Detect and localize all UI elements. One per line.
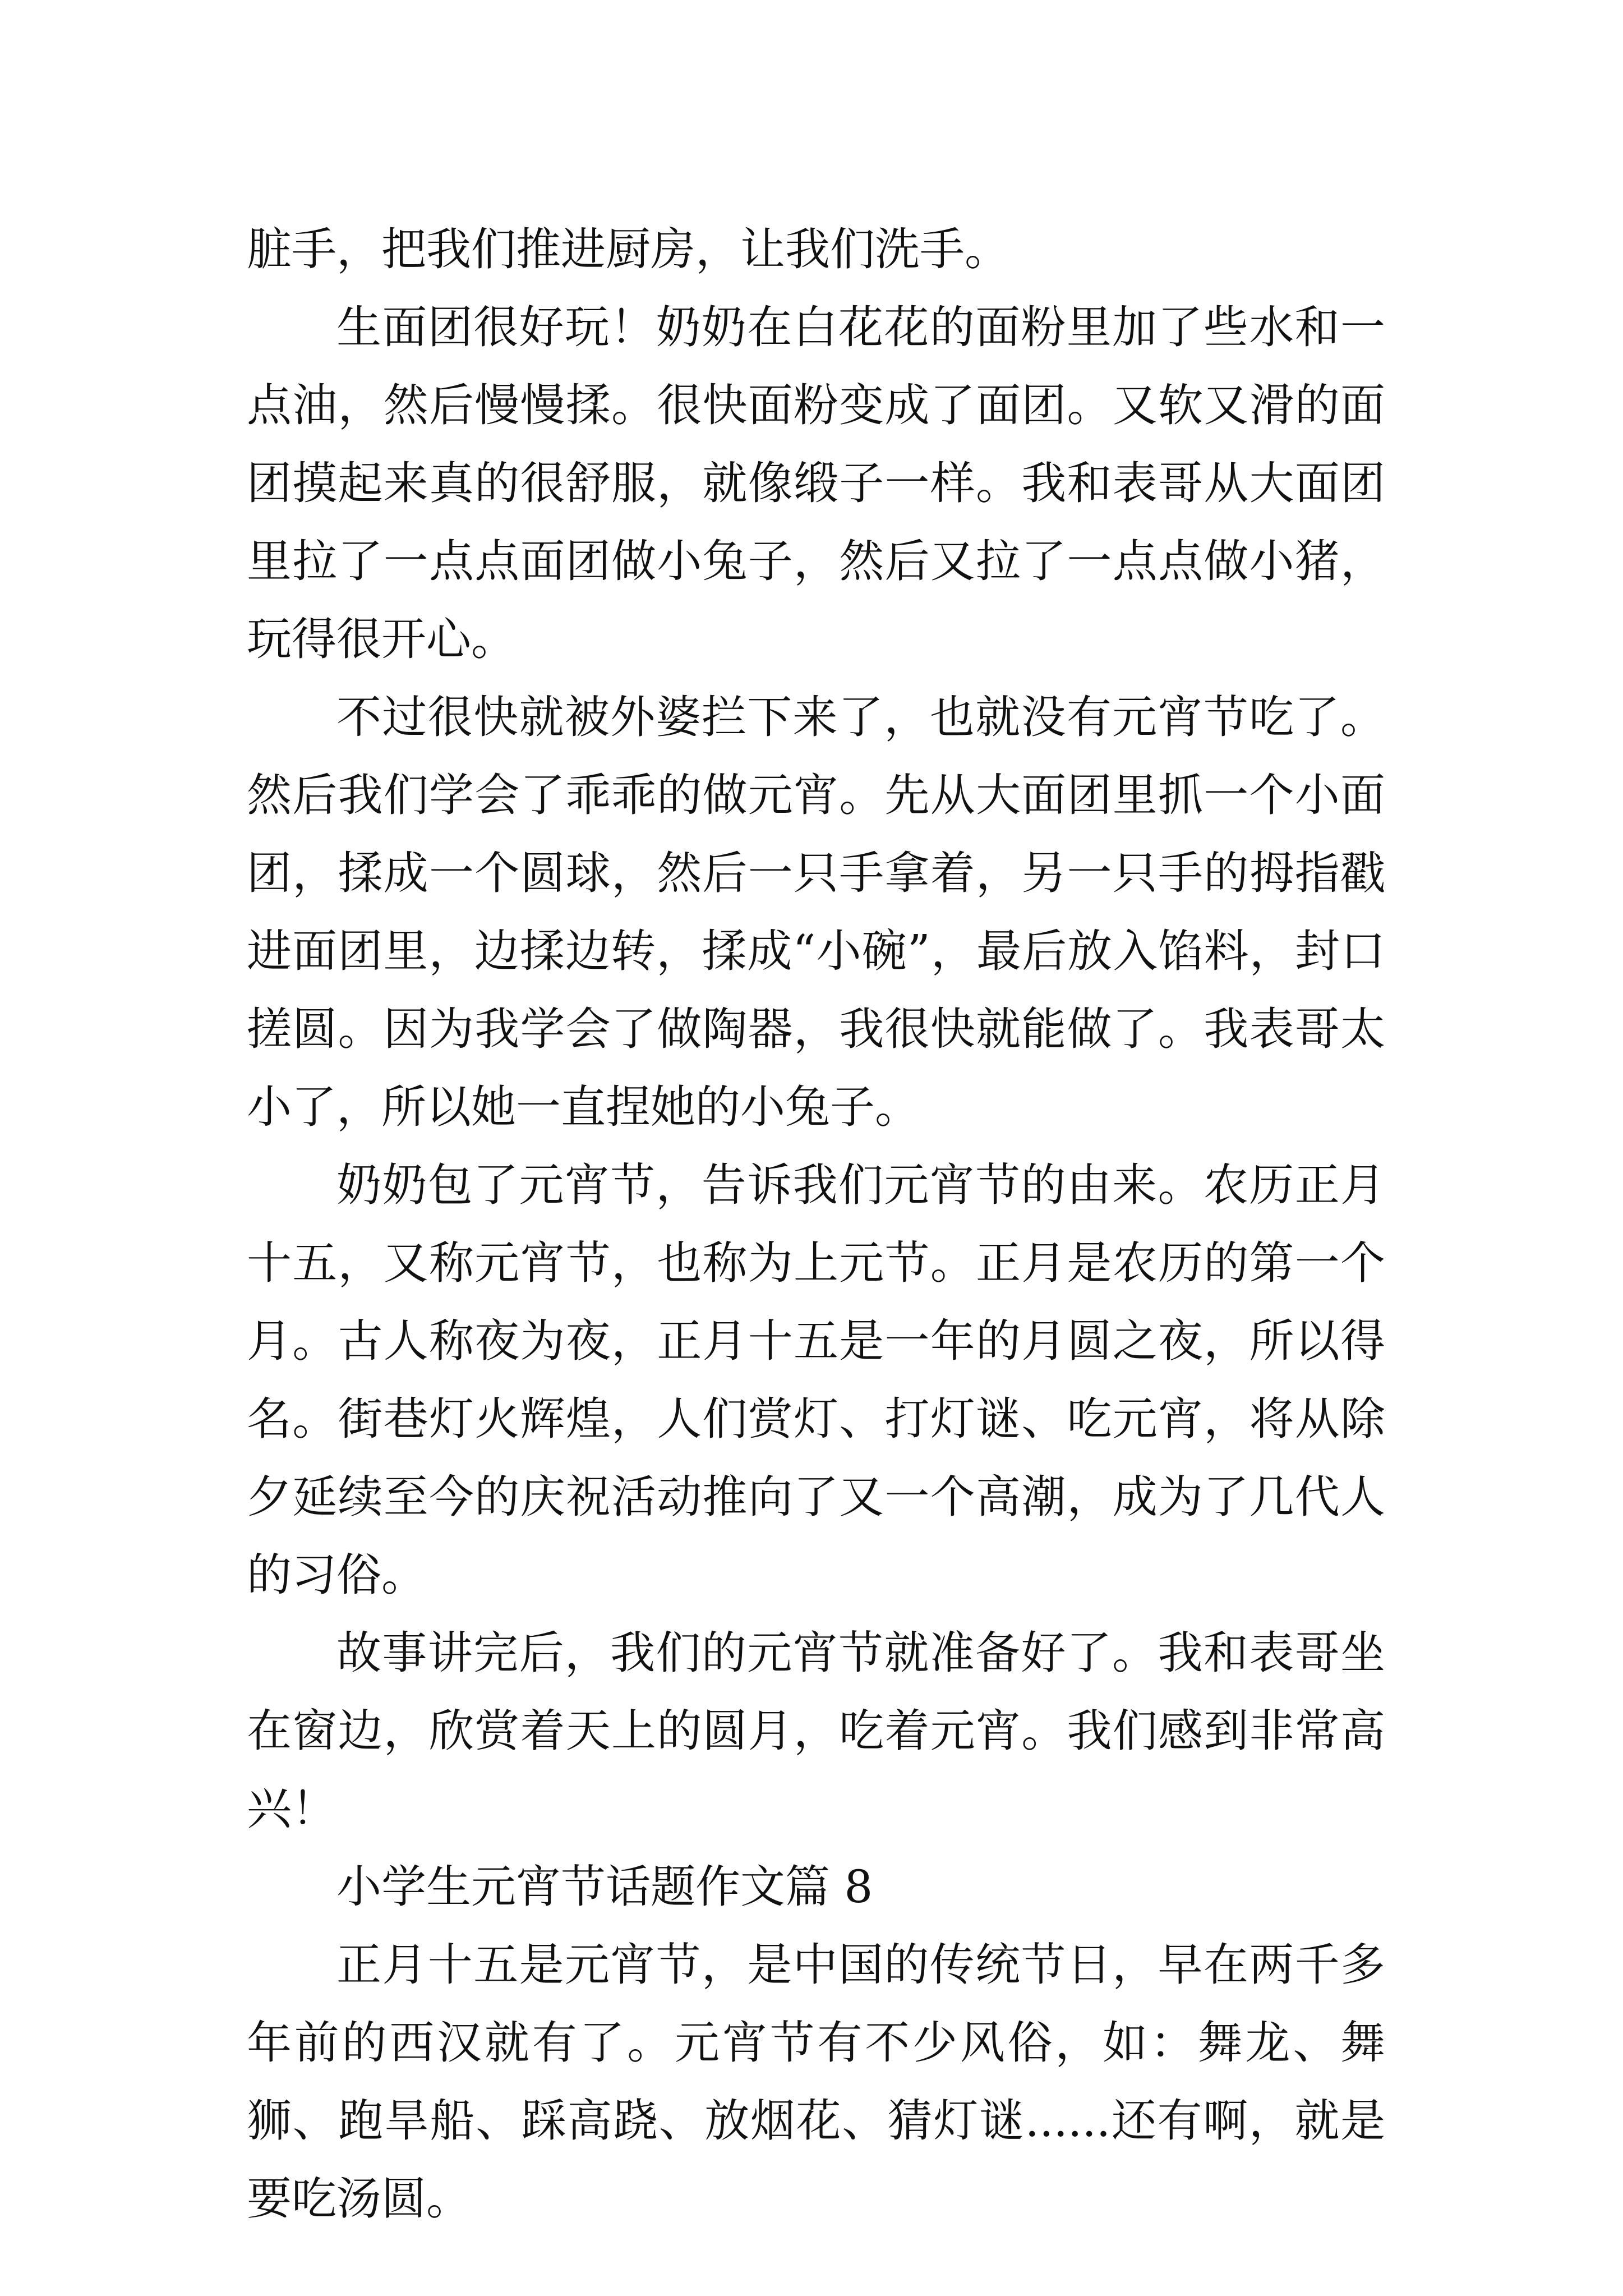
paragraph-making-yuanxiao: 不过很快就被外婆拦下来了，也就没有元宵节吃了。然后我们学会了乖乖的做元宵。先从大面团里抓一个小面团，揉成一个圆球，然后一只手拿着，另一只手的拇指戳进面团里，边揉边转，揉成“小碗”，最后放入馅料，封口搓圆。因为我学会了做陶器，我很快就能做了。我表哥太小了，所以她一直捏她的小兔子。 [247, 691, 1385, 1133]
paragraph-festival-origin: 奶奶包了元宵节，告诉我们元宵节的由来。农历正月十五，又称元宵节，也称为上元节。正月是农历的第一个月。古人称夜为夜，正月十五是一年的月圆之夜，所以得名。街巷灯火辉煌，人们赏灯、打灯谜、吃元宵，将从除夕延续至今的庆祝活动推向了又一个高潮，成为了几代人的习俗。 [247, 1159, 1385, 1601]
paragraph-dough-play: 生面团很好玩！奶奶在白花花的面粉里加了些水和一点油，然后慢慢揉。很快面粉变成了面团。又软又滑的面团摸起来真的很舒服，就像缎子一样。我和表哥从大面团里拉了一点点面团做小兔子，然后又拉了一点点做小猪，玩得很开心。 [247, 301, 1385, 665]
paragraph-continuation: 脏手，把我们推进厨房，让我们洗手。 [247, 223, 1009, 275]
section-heading: 小学生元宵节话题作文篇 8 [336, 1861, 873, 1913]
document-body [247, 210, 1385, 2238]
paragraph-enjoying-moon: 故事讲完后，我们的元宵节就准备好了。我和表哥坐在窗边，欣赏着天上的圆月，吃着元宵。我们感到非常高兴！ [247, 1627, 1385, 1835]
paragraph-festival-customs: 正月十五是元宵节，是中国的传统节日，早在两千多年前的西汉就有了。元宵节有不少风俗，如：舞龙、舞狮、跑旱船、踩高跷、放烟花、猜灯谜......还有啊，就是要吃汤圆。 [247, 1939, 1385, 2225]
